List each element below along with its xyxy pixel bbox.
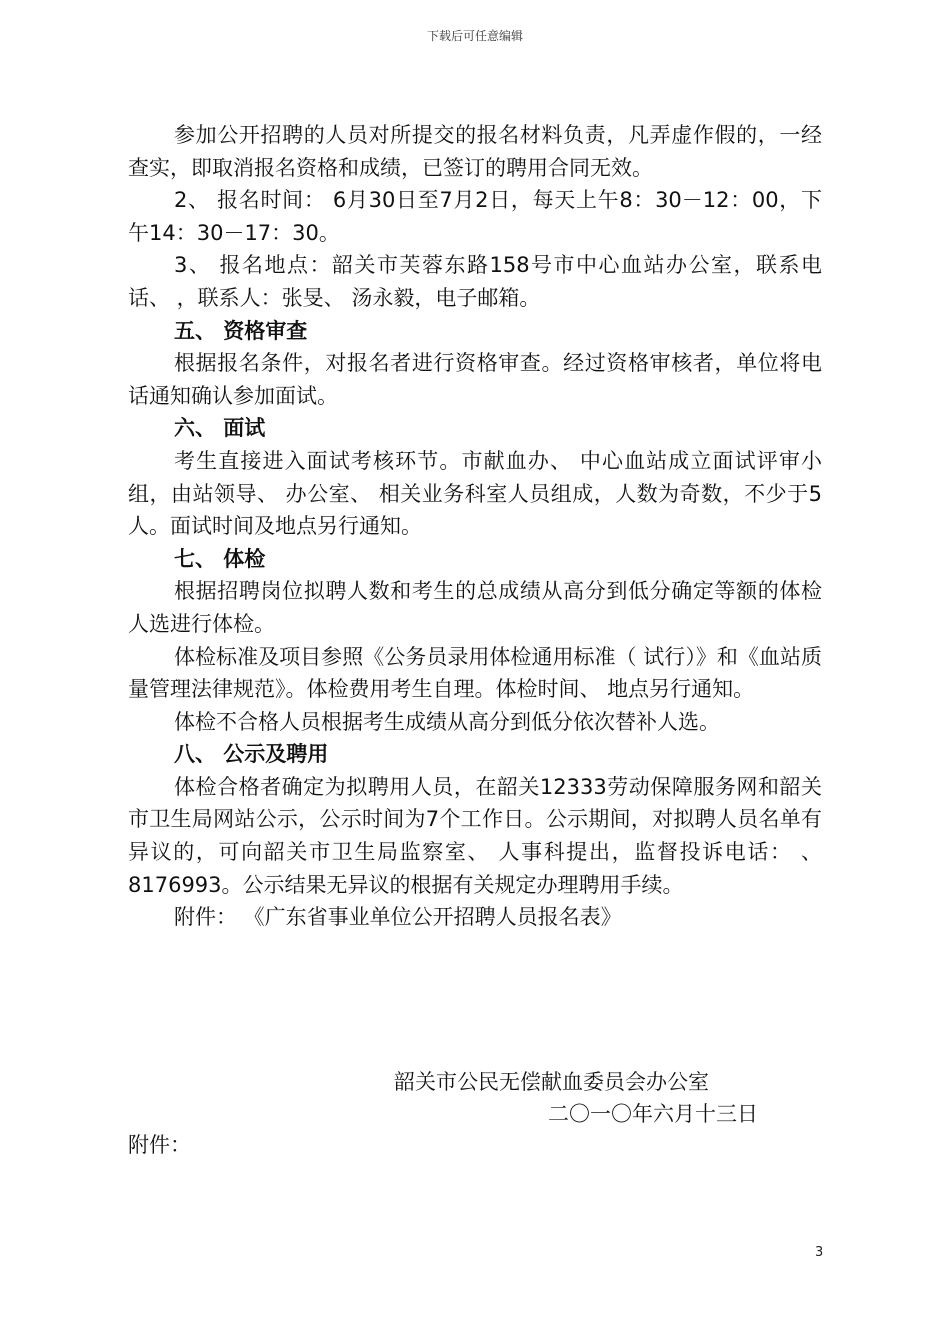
section-heading-qualification-review: 五、 资格审查 [174, 318, 308, 343]
paragraph-attachment-reference: 附件： 《广东省事业单位公开招聘人员报名表》 [174, 905, 622, 930]
page-number: 3 [815, 1245, 824, 1260]
paragraph-physical-exam-candidates: 根据招聘岗位拟聘人数和考生的总成绩从高分到低分确定等额的体检人选进行体检。 [128, 579, 822, 636]
paragraph-physical-exam-standard: 体检标准及项目参照《公务员录用体检通用标准（ 试行）》和《血站质量管理法律规范》。体检费用考生自理。体检时间、 地点另行通知。 [128, 644, 822, 702]
paragraph-registration-time: 2、 报名时间： 6月30日至7月2日，每天上午8：30－12：00，下午14：30－17：30。 [128, 188, 822, 245]
paragraph-interview: 考生直接进入面试考核环节。市献血办、 中心血站成立面试评审小组，由站领导、 办公室、 相关业务科室人员组成，人数为奇数，不少于5人。面试时间及地点另行通知。 [128, 448, 822, 539]
section-heading-interview: 六、 面试 [174, 416, 266, 441]
paragraph-registration-location: 3、 报名地点：韶关市芙蓉东路158号市中心血站办公室，联系电话、 ，联系人：张旻、 汤永毅，电子邮箱。 [128, 253, 822, 310]
signature-organization: 韶关市公民无偿献血委员会办公室 [394, 1070, 709, 1094]
attachment-label: 附件： [128, 1133, 191, 1157]
section-heading-physical-exam: 七、 体检 [174, 546, 266, 571]
page-header: 下载后可任意编辑 [426, 29, 523, 43]
section-heading-publicity-hiring: 八、 公示及聘用 [174, 742, 329, 767]
paragraph-publicity-hiring: 体检合格者确定为拟聘用人员，在韶关12333劳动保障服务网和韶关市卫生局网站公示，公示时间为7个工作日。公示期间，对拟聘人员名单有异议的，可向韶关市卫生局监察室、 人事科提出，监督投诉电话： 、 8176993。公示结果无异议的根据有关规定办理聘用手续。 [128, 774, 822, 897]
paragraph-physical-exam-replacement: 体检不合格人员根据考生成绩从高分到低分依次替补人选。 [174, 709, 720, 734]
paragraph-qualification-review: 根据报名条件，对报名者进行资格审查。经过资格审核者，单位将电话通知确认参加面试。 [128, 351, 822, 408]
paragraph-material-responsibility: 参加公开招聘的人员对所提交的报名材料负责，凡弄虚作假的，一经查实，即取消报名资格和成绩，已签订的聘用合同无效。 [128, 123, 822, 180]
signature-date: 二〇一〇年六月十三日 [548, 1102, 758, 1126]
document-body [128, 119, 822, 934]
